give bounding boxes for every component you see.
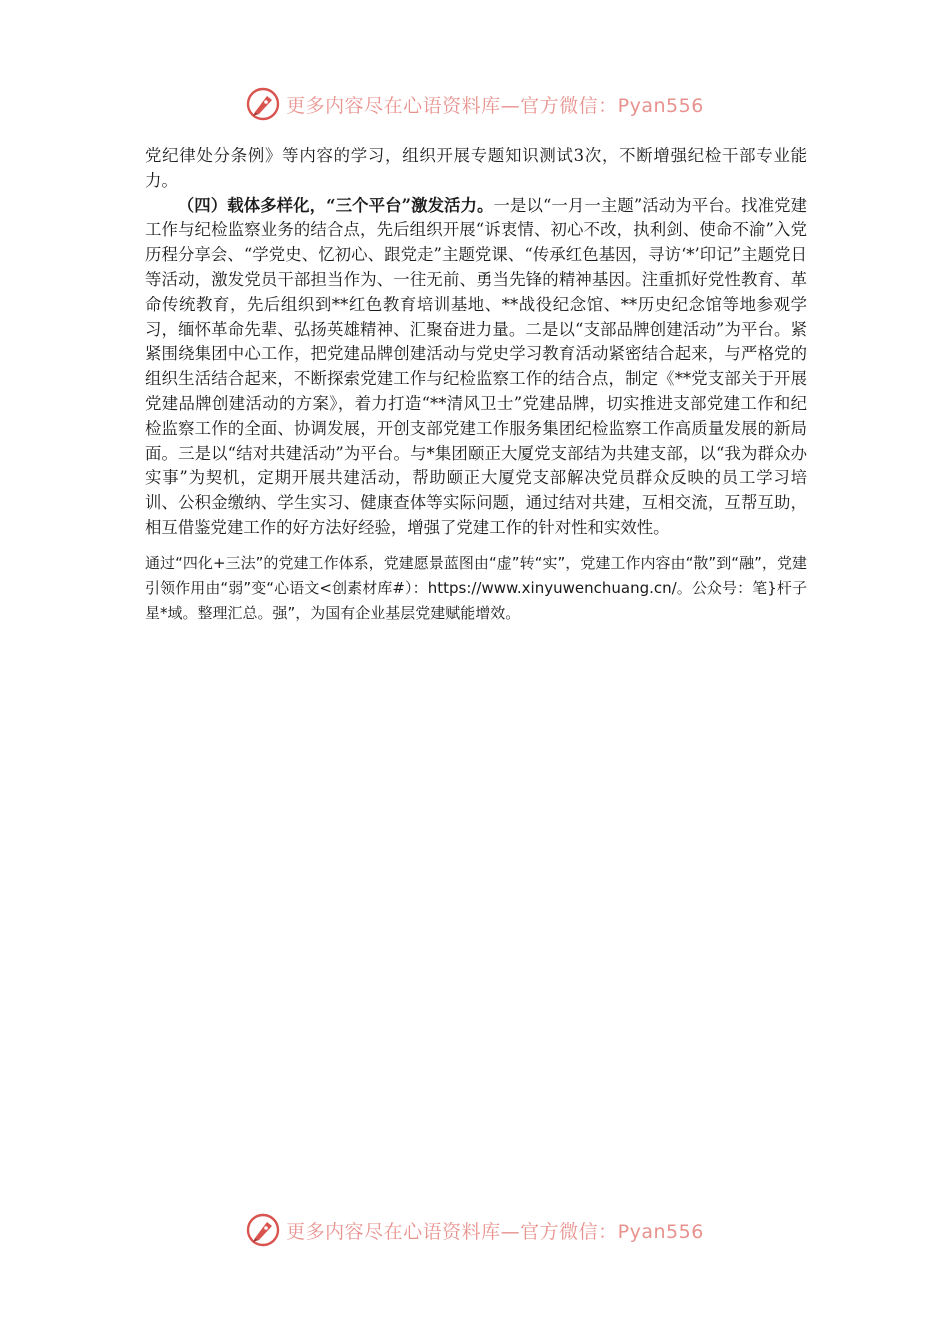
- watermark-text: 更多内容尽在心语资料库—官方微信：Pyan556: [286, 94, 704, 117]
- paragraph-section-four: [145, 194, 807, 541]
- header-watermark: [0, 84, 950, 124]
- document-body: [145, 144, 807, 626]
- footer-watermark: [0, 1210, 950, 1250]
- closing-note: 通过“四化+三法”的党建工作体系，党建愿景蓝图由“虚”转“实”，党建工作内容由“散”到“融”，党建引领作用由“弱”变“心语文<创素材库#）：https://www.xinyuwenchuang.cn/。公众号：笔}杆子星*域。整理汇总。强”，为国有企业基层党建赋能增效。: [145, 553, 807, 622]
- section-body: 一是以“一月一主题”活动为平台。找准党建工作与纪检监察业务的结合点，先后组织开展“诉衷情、初心不改，执利剑、使命不渝”入党历程分享会、“学党史、忆初心、跟党走”主题党课、“传承红色基因，寻访‘*’印记”主题党日等活动，激发党员干部担当作为、一往无前、勇当先锋的精神基因。注重抓好党性教育、革命传统教育，先后组织到**红色教育培训基地、**战役纪念馆、**历史纪念馆等地参观学习，缅怀革命先辈、弘扬英雄精神、汇聚奋进力量。二是以“支部品牌创建活动”为平台。紧紧围绕集团中心工作，把党建品牌创建活动与党史学习教育活动紧密结合起来，与严格党的组织生活结合起来，不断探索党建工作与纪检监察工作的结合点，制定《**党支部关于开展党建品牌创建活动的方案》，着力打造“**清风卫士”党建品牌，切实推进支部党建工作和纪检监察工作的全面、协调发展，开创支部党建工作服务集团纪检监察工作高质量发展的新局面。三是以“结对共建活动”为平台。与*集团颐正大厦党支部结为共建支部，以“我为群众办实事”为契机，定期开展共建活动，帮助颐正大厦党支部解决党员群众反映的员工学习培训、公积金缴纳、学生实习、健康查体等实际问题，通过结对共建，互相交流，互帮互助，相互借鉴党建工作的好方法好经验，增强了党建工作的针对性和实效性。: [145, 195, 808, 537]
- watermark-text: 更多内容尽在心语资料库—官方微信：Pyan556: [286, 1220, 704, 1243]
- pen-nib-logo-icon: [246, 87, 280, 121]
- pen-nib-logo-icon: [246, 1213, 280, 1247]
- paragraph-continued: 党纪律处分条例》等内容的学习，组织开展专题知识测试3次，不断增强纪检干部专业能力。: [145, 146, 807, 190]
- section-heading: （四）载体多样化，“三个平台”激发活力。: [177, 195, 494, 215]
